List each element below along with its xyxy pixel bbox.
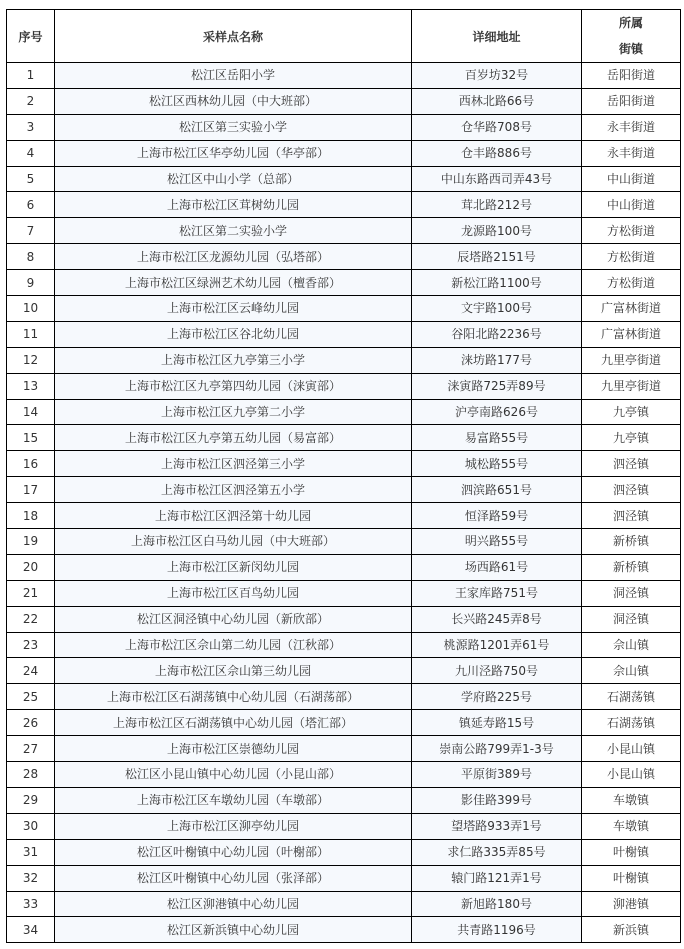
cell-no: 10 [7,296,55,322]
cell-site: 上海市松江区九亭第四幼儿园（涞寅部） [55,373,412,399]
cell-address: 西林北路66号 [412,88,582,114]
cell-street: 小昆山镇 [582,762,681,788]
cell-site: 上海市松江区泗泾第三小学 [55,451,412,477]
cell-site: 松江区第二实验小学 [55,218,412,244]
cell-no: 8 [7,244,55,270]
cell-address: 百岁坊32号 [412,63,582,89]
cell-no: 32 [7,865,55,891]
cell-site: 松江区叶榭镇中心幼儿园（张泽部） [55,865,412,891]
table-row [7,63,681,89]
table-row [7,710,681,736]
cell-no: 11 [7,321,55,347]
cell-street: 方松街道 [582,270,681,296]
cell-no: 20 [7,554,55,580]
cell-address: 共青路1196号 [412,917,582,943]
cell-no: 18 [7,503,55,529]
cell-address: 桃源路1201弄61号 [412,632,582,658]
cell-site: 上海市松江区华亭幼儿园（华亭部） [55,140,412,166]
table-row [7,632,681,658]
cell-address: 平原街389号 [412,762,582,788]
cell-site: 上海市松江区谷北幼儿园 [55,321,412,347]
table-row [7,813,681,839]
cell-no: 30 [7,813,55,839]
cell-street: 泗泾镇 [582,477,681,503]
table-row [7,347,681,373]
cell-site: 松江区叶榭镇中心幼儿园（叶榭部） [55,839,412,865]
cell-address: 文宇路100号 [412,296,582,322]
cell-site: 上海市松江区绿洲艺术幼儿园（檀香部） [55,270,412,296]
table-row [7,477,681,503]
cell-address: 求仁路335弄85号 [412,839,582,865]
cell-address: 新松江路1100号 [412,270,582,296]
cell-address: 恒泽路59号 [412,503,582,529]
cell-no: 5 [7,166,55,192]
table-row [7,166,681,192]
cell-address: 镇延寿路15号 [412,710,582,736]
table-row [7,425,681,451]
cell-street: 岳阳街道 [582,63,681,89]
cell-address: 崇南公路799弄1-3号 [412,736,582,762]
table-row [7,192,681,218]
table-row [7,554,681,580]
table-row [7,88,681,114]
sampling-site-table-container [6,9,680,943]
cell-no: 12 [7,347,55,373]
sampling-site-table [6,9,681,943]
cell-address: 泗滨路651号 [412,477,582,503]
cell-site: 上海市松江区泖亭幼儿园 [55,813,412,839]
cell-street: 泗泾镇 [582,451,681,477]
cell-address: 城松路55号 [412,451,582,477]
cell-street: 车墩镇 [582,813,681,839]
cell-no: 7 [7,218,55,244]
cell-no: 23 [7,632,55,658]
cell-site: 上海市松江区龙源幼儿园（弘塔部） [55,244,412,270]
cell-no: 9 [7,270,55,296]
cell-street: 洞泾镇 [582,580,681,606]
table-row [7,684,681,710]
table-row [7,658,681,684]
cell-street: 方松街道 [582,218,681,244]
cell-no: 19 [7,529,55,555]
cell-no: 13 [7,373,55,399]
cell-address: 沪亭南路626号 [412,399,582,425]
cell-site: 上海市松江区茸树幼儿园 [55,192,412,218]
header-street-line2: 街镇 [618,42,643,56]
cell-site: 松江区第三实验小学 [55,114,412,140]
table-row [7,373,681,399]
table-row [7,218,681,244]
cell-address: 新旭路180号 [412,891,582,917]
table-row [7,529,681,555]
table-row [7,917,681,943]
table-body [7,63,681,943]
cell-street: 中山街道 [582,166,681,192]
cell-street: 永丰街道 [582,114,681,140]
cell-site: 松江区中山小学（总部） [55,166,412,192]
cell-no: 31 [7,839,55,865]
table-row [7,865,681,891]
cell-street: 石湖荡镇 [582,684,681,710]
table-row [7,140,681,166]
cell-address: 涞寅路725弄89号 [412,373,582,399]
cell-no: 28 [7,762,55,788]
cell-no: 17 [7,477,55,503]
table-row [7,736,681,762]
cell-street: 广富林街道 [582,321,681,347]
cell-street: 永丰街道 [582,140,681,166]
cell-street: 佘山镇 [582,632,681,658]
cell-no: 16 [7,451,55,477]
table-row [7,451,681,477]
cell-street: 新桥镇 [582,529,681,555]
cell-no: 2 [7,88,55,114]
cell-street: 叶榭镇 [582,865,681,891]
cell-no: 25 [7,684,55,710]
cell-street: 车墩镇 [582,787,681,813]
table-row [7,244,681,270]
cell-street: 小昆山镇 [582,736,681,762]
table-row [7,839,681,865]
cell-no: 34 [7,917,55,943]
cell-street: 九亭镇 [582,399,681,425]
header-address: 详细地址 [412,10,582,63]
cell-address: 场西路61号 [412,554,582,580]
cell-no: 33 [7,891,55,917]
cell-street: 方松街道 [582,244,681,270]
cell-street: 石湖荡镇 [582,710,681,736]
cell-address: 辰塔路2151号 [412,244,582,270]
cell-no: 4 [7,140,55,166]
cell-site: 上海市松江区白马幼儿园（中大班部） [55,529,412,555]
table-row [7,762,681,788]
cell-site: 上海市松江区新闵幼儿园 [55,554,412,580]
header-no: 序号 [7,10,55,63]
cell-no: 6 [7,192,55,218]
cell-address: 明兴路55号 [412,529,582,555]
cell-address: 易富路55号 [412,425,582,451]
table-row [7,606,681,632]
cell-site: 上海市松江区崇德幼儿园 [55,736,412,762]
table-row [7,321,681,347]
cell-street: 九里亭街道 [582,373,681,399]
cell-address: 望塔路933弄1号 [412,813,582,839]
cell-no: 29 [7,787,55,813]
table-row [7,296,681,322]
cell-no: 1 [7,63,55,89]
cell-no: 22 [7,606,55,632]
cell-street: 泗泾镇 [582,503,681,529]
cell-site: 上海市松江区泗泾第十幼儿园 [55,503,412,529]
cell-street: 叶榭镇 [582,839,681,865]
cell-site: 上海市松江区泗泾第五小学 [55,477,412,503]
header-site: 采样点名称 [55,10,412,63]
cell-address: 龙源路100号 [412,218,582,244]
table-row [7,891,681,917]
cell-no: 3 [7,114,55,140]
cell-site: 上海市松江区百鸟幼儿园 [55,580,412,606]
cell-site: 上海市松江区佘山第三幼儿园 [55,658,412,684]
cell-site: 松江区新浜镇中心幼儿园 [55,917,412,943]
cell-site: 上海市松江区九亭第三小学 [55,347,412,373]
cell-street: 中山街道 [582,192,681,218]
cell-site: 上海市松江区佘山第二幼儿园（江秋部） [55,632,412,658]
cell-street: 九里亭街道 [582,347,681,373]
cell-address: 茸北路212号 [412,192,582,218]
cell-address: 中山东路西司弄43号 [412,166,582,192]
cell-no: 21 [7,580,55,606]
cell-street: 洞泾镇 [582,606,681,632]
table-row [7,399,681,425]
cell-site: 松江区西林幼儿园（中大班部） [55,88,412,114]
cell-street: 新桥镇 [582,554,681,580]
cell-address: 影佳路399号 [412,787,582,813]
cell-address: 长兴路245弄8号 [412,606,582,632]
cell-street: 佘山镇 [582,658,681,684]
cell-site: 上海市松江区云峰幼儿园 [55,296,412,322]
cell-street: 岳阳街道 [582,88,681,114]
cell-no: 24 [7,658,55,684]
cell-address: 涞坊路177号 [412,347,582,373]
table-row [7,503,681,529]
cell-address: 仓华路708号 [412,114,582,140]
cell-site: 上海市松江区九亭第五幼儿园（易富部） [55,425,412,451]
cell-street: 九亭镇 [582,425,681,451]
cell-site: 上海市松江区车墩幼儿园（车墩部） [55,787,412,813]
cell-address: 辕门路121弄1号 [412,865,582,891]
cell-site: 上海市松江区石湖荡镇中心幼儿园（石湖荡部） [55,684,412,710]
cell-no: 14 [7,399,55,425]
cell-no: 26 [7,710,55,736]
table-row [7,270,681,296]
cell-street: 泖港镇 [582,891,681,917]
table-row [7,114,681,140]
table-header-row [7,10,681,63]
cell-street: 新浜镇 [582,917,681,943]
cell-street: 广富林街道 [582,296,681,322]
cell-address: 仓丰路886号 [412,140,582,166]
cell-no: 27 [7,736,55,762]
table-row [7,787,681,813]
header-street [582,10,681,63]
cell-address: 王家库路751号 [412,580,582,606]
cell-no: 15 [7,425,55,451]
cell-site: 松江区岳阳小学 [55,63,412,89]
cell-address: 学府路225号 [412,684,582,710]
cell-site: 上海市松江区石湖荡镇中心幼儿园（塔汇部） [55,710,412,736]
cell-site: 松江区泖港镇中心幼儿园 [55,891,412,917]
cell-site: 松江区洞泾镇中心幼儿园（新欣部） [55,606,412,632]
cell-address: 谷阳北路2236号 [412,321,582,347]
cell-address: 九川泾路750号 [412,658,582,684]
table-row [7,580,681,606]
cell-site: 上海市松江区九亭第二小学 [55,399,412,425]
cell-site: 松江区小昆山镇中心幼儿园（小昆山部） [55,762,412,788]
header-street-line1: 所属 [618,16,643,30]
